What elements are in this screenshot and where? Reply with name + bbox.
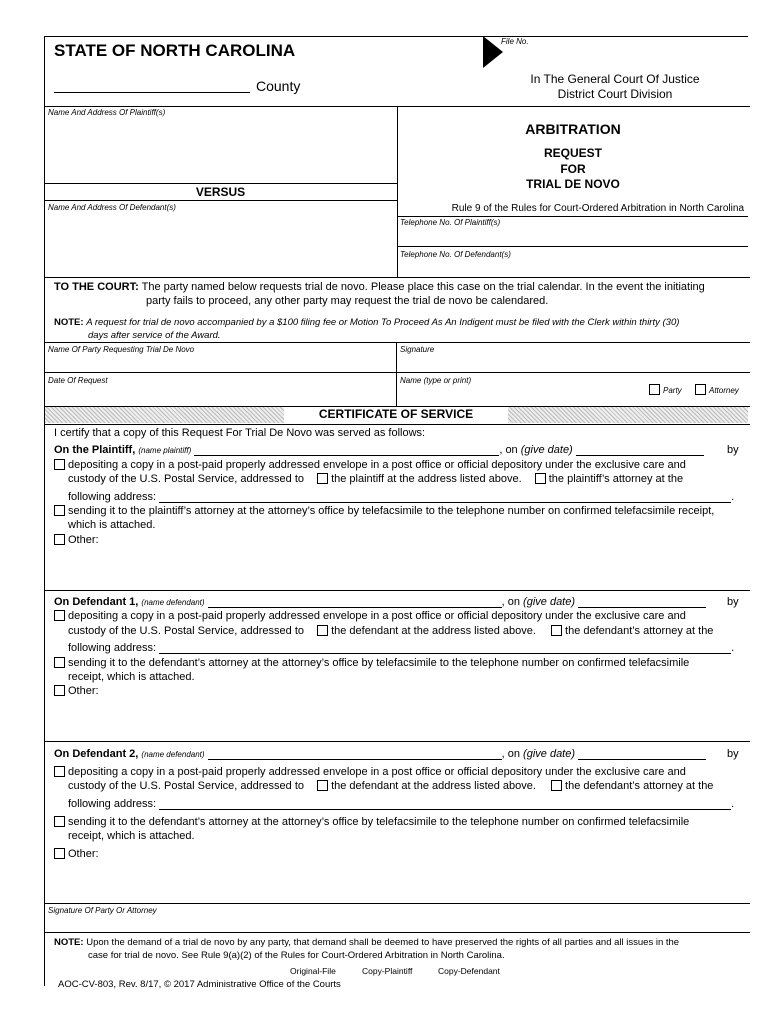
rule-reference: Rule 9 of the Rules for Court-Ordered Arbitration in North Carolina (451, 203, 744, 214)
defendant2-fax-checkbox[interactable] (54, 816, 65, 827)
file-no-label: File No. (501, 37, 529, 46)
attorney-choice-label: Attorney (709, 386, 739, 395)
plaintiff-name-hint: (name plaintiff) (138, 446, 192, 455)
plaintiff-opt1a: depositing a copy in a post-paid properly addressed envelope in a post office or official depository under the exclusive care and (68, 459, 686, 471)
defendant2-opt1b: custody of the U.S. Postal Service, addressed to (68, 780, 305, 792)
plaintiff-opt2a: sending it to the plaintiff’s attorney at the attorney’s office by telefacsimile to the telephone number on confirmed telefacsimile receipt, (68, 505, 715, 517)
form-subtitle-trial: TRIAL DE NOVO (526, 177, 620, 191)
footer-note-line1: Upon the demand of a trial de novo by any party, that demand shall be deemed to have preserved the rights of all parties and all issues in the (86, 937, 680, 948)
form-subtitle-for: FOR (560, 162, 586, 176)
defendant1-other-checkbox[interactable] (54, 685, 65, 696)
court-note-line1: A request for trial de novo accompanied by a $100 filing fee or Motion To Proceed As An Indigent must be filed with the Clerk within thirty (30) (86, 317, 680, 328)
plaintiff-other-checkbox[interactable] (54, 534, 65, 545)
defendant1-following-row: following address: . (68, 642, 735, 654)
defendant2-following: following address: (68, 798, 157, 810)
defendant1-mail-checkbox[interactable] (54, 610, 65, 621)
attorney-choice[interactable] (695, 384, 739, 395)
court-line2: party fails to proceed, any other party may request the trial de novo be calendared. (146, 295, 549, 307)
plaintiff-other[interactable] (54, 534, 99, 546)
defendant1-name-hint: (name defendant) (141, 598, 205, 607)
defendant2-date-field[interactable] (578, 759, 706, 760)
defendant2-opt1[interactable] (54, 766, 686, 778)
plaintiff-date-hint: (give date) (520, 444, 573, 456)
defendant2-opt1a: depositing a copy in a post-paid properly addressed envelope in a post office or official depository under the exclusive care and (68, 766, 686, 778)
defendant1-opt2[interactable] (54, 657, 689, 669)
defendant1-fax-checkbox[interactable] (54, 657, 65, 668)
name-type-label: Name (type or print) (400, 376, 472, 385)
defendant1-address-field[interactable] (159, 653, 731, 654)
county-label: County (256, 78, 301, 94)
defendant2-other[interactable] (54, 848, 99, 860)
copy-defendant: Copy-Defendant (438, 966, 500, 976)
defendant2-address-field[interactable] (159, 809, 731, 810)
form-title: ARBITRATION (525, 121, 621, 137)
court-line1: The party named below requests trial de novo. Please place this case on the trial calendar. In the event the initiating (141, 281, 705, 293)
court-note (54, 317, 679, 328)
copy-plaintiff: Copy-Plaintiff (362, 966, 413, 976)
defendant1-following: following address: (68, 642, 157, 654)
tel-defendant-label: Telephone No. Of Defendant(s) (400, 250, 511, 259)
court-paragraph (54, 281, 705, 293)
defendant1-opt1[interactable] (54, 610, 686, 622)
certificate-stripe-right (508, 407, 748, 423)
court-note-line2: days after service of the Award. (88, 330, 221, 341)
on-text: , on (499, 444, 518, 456)
date-of-request-label: Date Of Request (48, 376, 108, 385)
defendant2-following-row: following address: . (68, 798, 735, 810)
plaintiff-by: by (727, 444, 739, 456)
defendant1-service-line (54, 596, 706, 608)
plaintiff-opt2b: which is attached. (68, 519, 156, 531)
footer-note-line2: case for trial de novo. See Rule 9(a)(2) of the Rules for Court-Ordered Arbitration in North Carolina. (88, 950, 505, 961)
plaintiff-opt1b-row (68, 473, 683, 485)
plaintiff-opt1b: custody of the U.S. Postal Service, addressed to (68, 473, 305, 485)
county-line[interactable] (54, 92, 250, 93)
plaintiff-address-checkbox[interactable] (317, 473, 328, 484)
party-choice-label: Party (663, 386, 682, 395)
defendant1-date-field[interactable] (578, 607, 706, 608)
plaintiff-lead: On the Plaintiff, (54, 444, 136, 456)
plaintiff-date-field[interactable] (576, 455, 704, 456)
defendant2-mail-checkbox[interactable] (54, 766, 65, 777)
footer-note (54, 937, 679, 948)
signature-party-attorney-label: Signature Of Party Or Attorney (48, 906, 157, 915)
defendant2-name-hint: (name defendant) (141, 750, 205, 759)
defendant1-date-hint: (give date) (523, 596, 576, 608)
plaintiff-fax-checkbox[interactable] (54, 505, 65, 516)
defendant1-other[interactable] (54, 685, 99, 697)
defendant1-opt1b-row (68, 625, 713, 637)
defendant2-other-label: Other: (68, 848, 99, 860)
plaintiff-mail-checkbox[interactable] (54, 459, 65, 470)
plaintiff-address-field[interactable] (159, 502, 731, 503)
defendant2-lead: On Defendant 2, (54, 748, 139, 760)
copy-original: Original-File (290, 966, 336, 976)
signature-label: Signature (400, 345, 435, 354)
certificate-stripe-left (45, 407, 284, 423)
plaintiff-following: following address: (68, 491, 157, 503)
defendant1-opt2a: sending it to the defendant’s attorney at the attorney’s office by telefacsimile to the telephone number on confirmed telefacsimile (68, 657, 690, 669)
plaintiff-other-label: Other: (68, 534, 99, 546)
plaintiff-choice1: the plaintiff at the address listed above. (331, 473, 522, 485)
form-id: AOC-CV-803, Rev. 8/17, © 2017 Administrative Office of the Courts (58, 979, 341, 990)
defendant2-choice2: the defendant’s attorney at the (565, 780, 714, 792)
defendant1-opt1b: custody of the U.S. Postal Service, addressed to (68, 625, 305, 637)
defendant2-opt2b: receipt, which is attached. (68, 830, 195, 842)
party-checkbox[interactable] (649, 384, 660, 395)
defendant1-opt2b: receipt, which is attached. (68, 671, 195, 683)
plaintiff-name-field[interactable] (194, 455, 499, 456)
on-text: , on (501, 748, 520, 760)
footer-note-lead: NOTE: (54, 937, 84, 948)
defendant2-choice1: the defendant at the address listed above. (331, 780, 536, 792)
court-lead: TO THE COURT: (54, 281, 139, 293)
requesting-party-label: Name Of Party Requesting Trial De Novo (48, 345, 195, 354)
defendant1-by: by (727, 596, 739, 608)
defendant-address-label: Name And Address Of Defendant(s) (48, 203, 176, 212)
defendant2-address-checkbox[interactable] (317, 780, 328, 791)
court-line2: District Court Division (557, 87, 673, 101)
defendant1-attorney-checkbox[interactable] (551, 625, 562, 636)
defendant2-other-checkbox[interactable] (54, 848, 65, 859)
plaintiff-opt1[interactable] (54, 459, 686, 471)
defendant2-attorney-checkbox[interactable] (551, 780, 562, 791)
attorney-checkbox[interactable] (695, 384, 706, 395)
certificate-intro: I certify that a copy of this Request For Trial De Novo was served as follows: (54, 427, 426, 439)
defendant2-by: by (727, 748, 739, 760)
plaintiff-opt2[interactable] (54, 505, 714, 517)
plaintiff-address-label: Name And Address Of Plaintiff(s) (48, 108, 166, 117)
defendant1-choice2: the defendant’s attorney at the (565, 625, 714, 637)
plaintiff-attorney-checkbox[interactable] (535, 473, 546, 484)
defendant2-service-line (54, 748, 706, 760)
party-choice[interactable] (649, 384, 682, 395)
defendant2-name-field[interactable] (208, 759, 502, 760)
defendant2-date-hint: (give date) (523, 748, 576, 760)
defendant1-choice1: the defendant at the address listed above. (331, 625, 536, 637)
defendant1-opt1a: depositing a copy in a post-paid properly addressed envelope in a post office or official depository under the exclusive care and (68, 610, 686, 622)
versus-label: VERSUS (195, 185, 246, 199)
defendant1-lead: On Defendant 1, (54, 596, 139, 608)
plaintiff-service-line (54, 444, 704, 456)
court-note-lead: NOTE: (54, 317, 84, 328)
plaintiff-choice2: the plaintiff’s attorney at the (548, 473, 684, 485)
defendant1-address-checkbox[interactable] (317, 625, 328, 636)
state-title: STATE OF NORTH CAROLINA (54, 41, 296, 60)
court-line1: In The General Court Of Justice (530, 72, 700, 86)
form-subtitle-request: REQUEST (543, 146, 602, 160)
plaintiff-following-row: following address: . (68, 491, 735, 503)
defendant1-name-field[interactable] (208, 607, 502, 608)
on-text: , on (501, 596, 520, 608)
defendant1-other-label: Other: (68, 685, 99, 697)
defendant2-opt1b-row (68, 780, 713, 792)
defendant2-opt2a: sending it to the defendant’s attorney at the attorney’s office by telefacsimile to the telephone number on confirmed telefacsimile (68, 816, 690, 828)
certificate-title: CERTIFICATE OF SERVICE (318, 407, 474, 421)
tel-plaintiff-label: Telephone No. Of Plaintiff(s) (400, 218, 501, 227)
defendant2-opt2[interactable] (54, 816, 689, 828)
